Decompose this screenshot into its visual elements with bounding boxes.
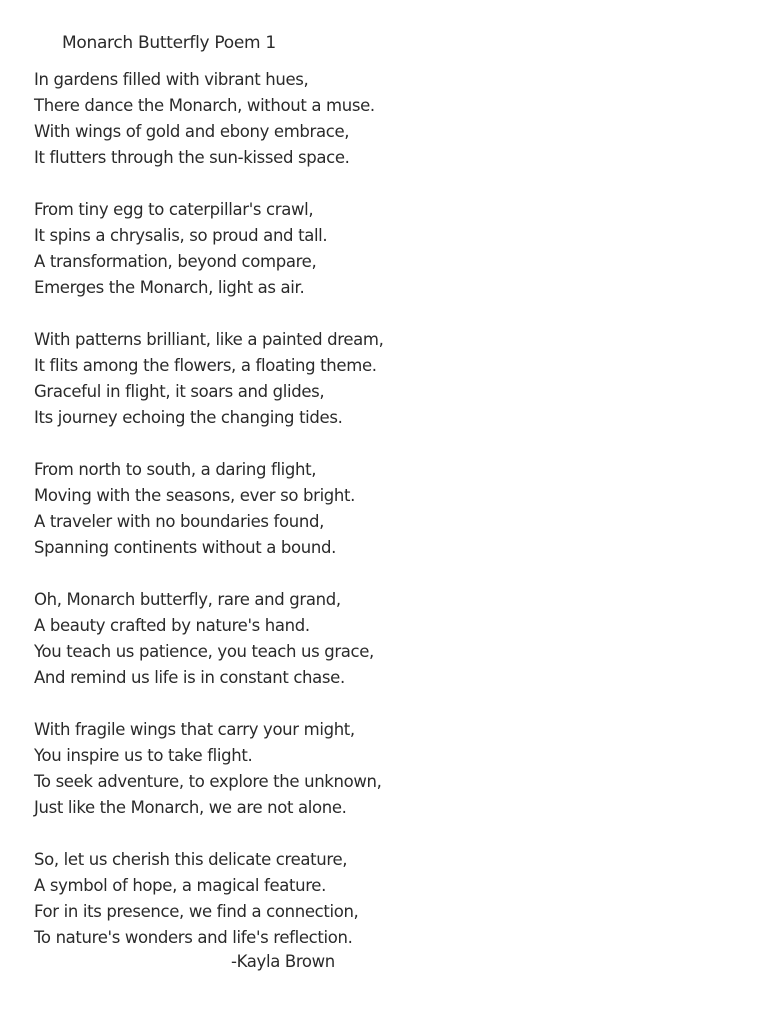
- stanza-1: [34, 67, 734, 171]
- poem-line: Moving with the seasons, ever so bright.: [34, 486, 356, 505]
- poem-line: Emerges the Monarch, light as air.: [34, 278, 305, 297]
- stanza-4: [34, 457, 734, 561]
- poem-line: Oh, Monarch butterfly, rare and grand,: [34, 590, 341, 609]
- poem-line: Graceful in flight, it soars and glides,: [34, 382, 325, 401]
- poem-line: A traveler with no boundaries found,: [34, 512, 324, 531]
- poem-line: It flits among the flowers, a floating theme.: [34, 356, 377, 375]
- stanza-3: [34, 327, 734, 431]
- poem-line: Just like the Monarch, we are not alone.: [34, 798, 347, 817]
- poem-line: You inspire us to take flight.: [34, 746, 253, 765]
- poem-line: A symbol of hope, a magical feature.: [34, 876, 327, 895]
- poem-body: [34, 67, 734, 977]
- poem-line: With patterns brilliant, like a painted dream,: [34, 330, 384, 349]
- poem-line: To nature's wonders and life's reflection.: [34, 928, 353, 947]
- poem-line: For in its presence, we find a connection,: [34, 902, 359, 921]
- poem-line: It spins a chrysalis, so proud and tall.: [34, 226, 328, 245]
- poem-line: From north to south, a daring flight,: [34, 460, 317, 479]
- poem-line: Its journey echoing the changing tides.: [34, 408, 343, 427]
- stanza-7: [34, 847, 734, 951]
- poem-line: You teach us patience, you teach us grace,: [34, 642, 374, 661]
- poem-line: In gardens filled with vibrant hues,: [34, 70, 309, 89]
- poem-line: It flutters through the sun-kissed space.: [34, 148, 350, 167]
- stanza-5: [34, 587, 734, 691]
- poem-line: And remind us life is in constant chase.: [34, 668, 345, 687]
- poem-author: -Kayla Brown: [231, 952, 335, 971]
- poem-line: A beauty crafted by nature's hand.: [34, 616, 310, 635]
- stanza-6: [34, 717, 734, 821]
- poem-line: So, let us cherish this delicate creature,: [34, 850, 348, 869]
- stanza-2: [34, 197, 734, 301]
- poem-line: To seek adventure, to explore the unknown,: [34, 772, 382, 791]
- poem-line: A transformation, beyond compare,: [34, 252, 317, 271]
- poem-line: From tiny egg to caterpillar's crawl,: [34, 200, 314, 219]
- poem-line: With wings of gold and ebony embrace,: [34, 122, 350, 141]
- poem-line: There dance the Monarch, without a muse.: [34, 96, 375, 115]
- poem-line: Spanning continents without a bound.: [34, 538, 337, 557]
- poem-line: With fragile wings that carry your might,: [34, 720, 355, 739]
- poem-title: Monarch Butterfly Poem 1: [62, 33, 276, 53]
